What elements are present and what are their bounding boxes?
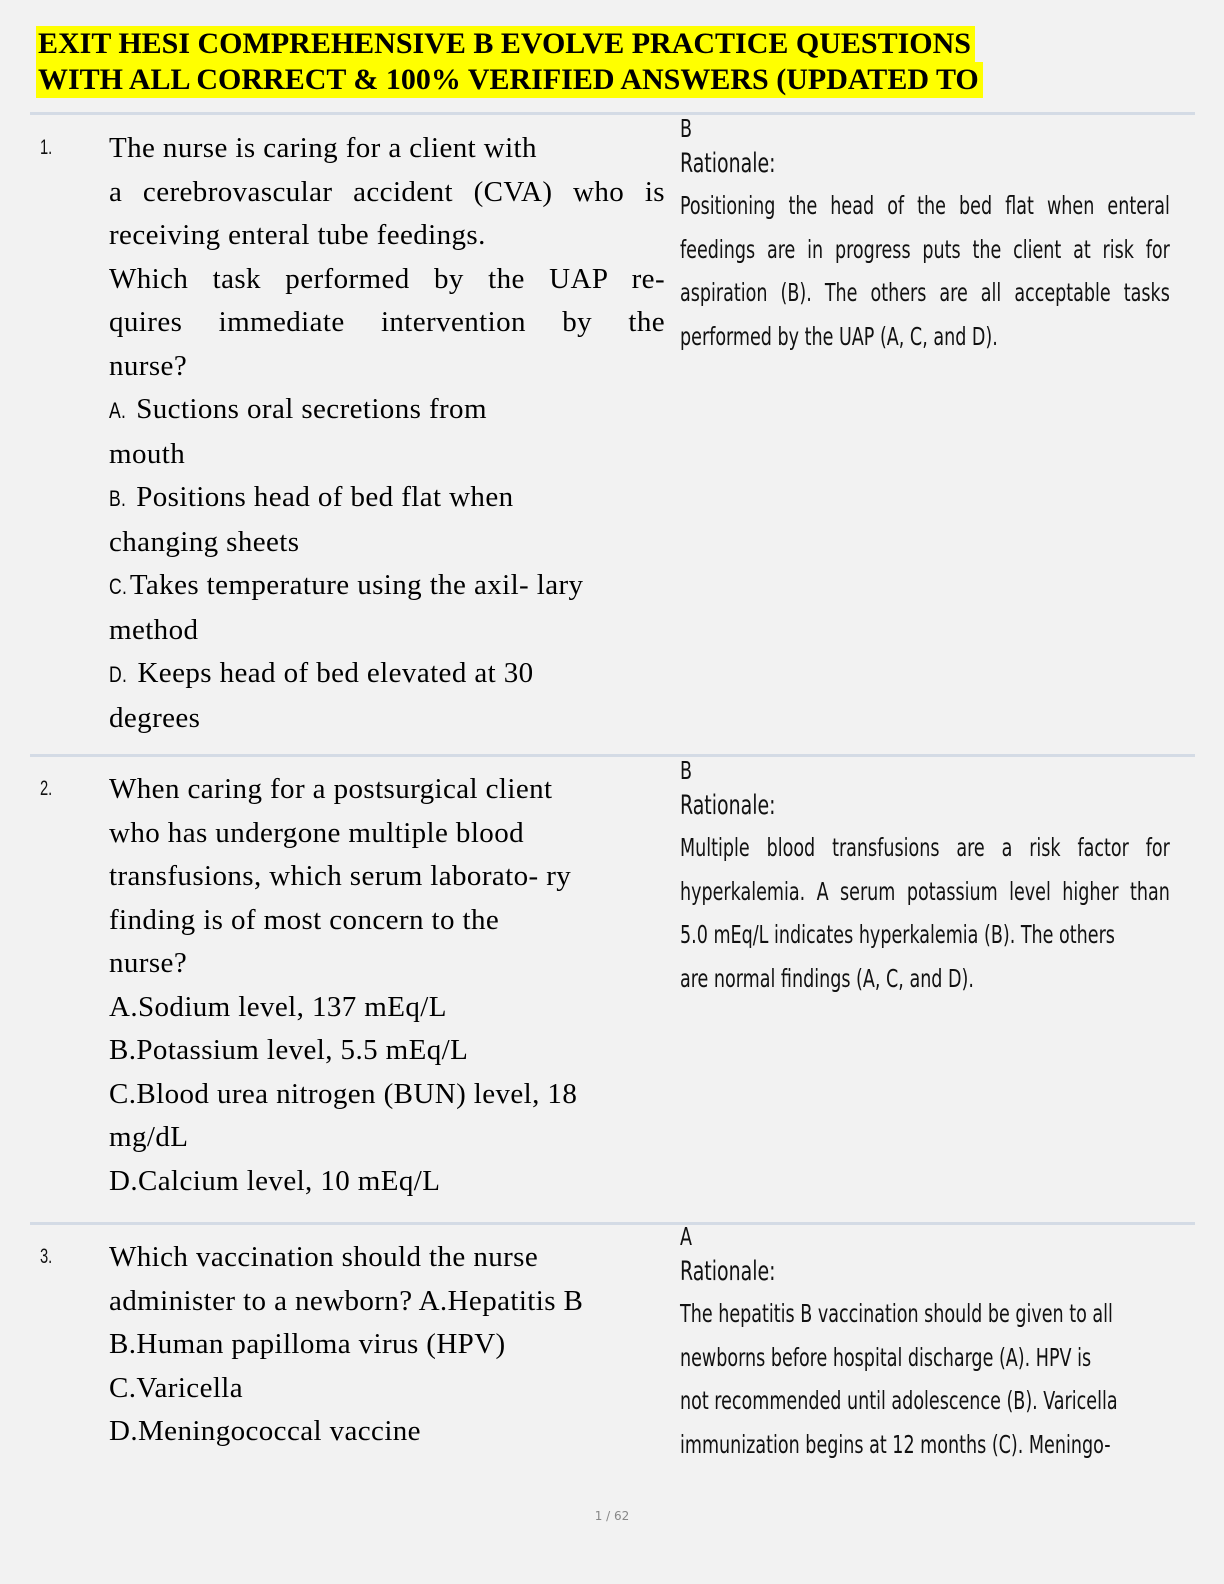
answer-panel — [680, 114, 1170, 358]
answer-panel — [680, 756, 1170, 1000]
option-text: mouth — [109, 437, 186, 470]
option-a: A.Sodium level, 137 mEq/L — [109, 990, 447, 1023]
rationale-line: The hepatitis B vaccination should be given to all — [680, 1299, 1113, 1328]
answer-key: B — [680, 756, 693, 785]
stem-line: who has undergone multiple blood — [109, 816, 524, 849]
option-c — [109, 564, 665, 609]
title-line-1: EXIT HESI COMPREHENSIVE B EVOLVE PRACTICE QUESTIONS — [36, 26, 975, 62]
option-text: method — [109, 613, 199, 646]
rationale-line: hyperkalemia. A serum potassium level higher than — [680, 876, 1170, 906]
stem-line: Which vaccination should the nurse — [109, 1241, 539, 1273]
rationale-line: are normal findings (A, C, and D). — [680, 963, 974, 993]
rationale-text — [680, 826, 1170, 1000]
option-text: Suctions oral secretions from — [136, 393, 487, 425]
option-d — [109, 652, 665, 697]
stem-line: The nurse is caring for a client with — [109, 132, 537, 164]
rationale-label: Rationale: — [680, 1256, 776, 1287]
document-title — [36, 26, 1056, 98]
option-text: changing sheets — [109, 525, 300, 558]
option-text: degrees — [109, 701, 201, 734]
option-text: Keeps head of bed elevated at 30 — [137, 657, 534, 689]
rationale-line: feedings are in progress puts the client at risk for — [680, 234, 1170, 264]
option-b — [109, 476, 665, 521]
page-indicator: 1 / 62 — [594, 1509, 630, 1523]
stem-line: quires immediate intervention by the — [109, 306, 665, 338]
rationale-label: Rationale: — [680, 790, 776, 821]
rationale-line: aspiration (B). The others are all acceptable tasks — [680, 278, 1170, 307]
stem-line: nurse? — [109, 349, 188, 382]
question-number: 2. — [40, 777, 53, 800]
option-text: Positions head of bed flat when — [136, 481, 514, 513]
title-line-2: WITH ALL CORRECT & 100% VERIFIED ANSWERS (UPDATED TO — [36, 62, 983, 98]
option-c: C.Blood urea nitrogen (BUN) level, 18 — [109, 1077, 578, 1110]
rationale-line: Positioning the head of the bed flat when enteral — [680, 191, 1170, 220]
option-b: B.Potassium level, 5.5 mEq/L — [109, 1034, 469, 1066]
stem-line: receiving enteral tube feedings. — [109, 219, 486, 251]
stem-line: Which task performed by the UAP re- — [109, 262, 665, 295]
stem-line: a cerebrovascular accident (CVA) who is — [109, 175, 665, 208]
rationale-line: immunization begins at 12 months (C). Meningo- — [680, 1429, 1111, 1459]
answer-panel — [680, 1222, 1170, 1466]
rationale-line: 5.0 mEq/L indicates hyperkalemia (B). The others — [680, 920, 1115, 949]
option-letter: B. — [109, 486, 127, 511]
question-number: 3. — [40, 1245, 53, 1268]
question-stem — [109, 127, 665, 740]
answer-key: B — [680, 114, 693, 143]
question-stem — [109, 1236, 665, 1454]
option-text: mg/dL — [109, 1121, 189, 1153]
question-number: 1. — [40, 136, 53, 159]
option-letter: C. — [109, 574, 128, 599]
option-c: C.Varicella — [109, 1371, 244, 1404]
option-text: Takes temperature using the axil- lary — [129, 569, 584, 601]
stem-line: nurse? — [109, 947, 188, 979]
rationale-line: not recommended until adolescence (B). Varicella — [680, 1386, 1118, 1415]
option-d: D.Calcium level, 10 mEq/L — [109, 1164, 441, 1197]
rationale-line: performed by the UAP (A, C, and D). — [680, 321, 998, 351]
question-stem — [109, 768, 665, 1203]
option-letter: D. — [109, 662, 128, 687]
stem-line: administer to a newborn? A.Hepatitis B — [109, 1284, 584, 1317]
rationale-line: Multiple blood transfusions are a risk factor for — [680, 833, 1170, 862]
option-letter: A. — [109, 398, 127, 423]
rationale-label: Rationale: — [680, 148, 776, 179]
rationale-line: newborns before hospital discharge (A). HPV is — [680, 1342, 1092, 1372]
option-b: B.Human papilloma virus (HPV) — [109, 1328, 506, 1360]
answer-key: A — [680, 1222, 693, 1251]
rationale-text — [680, 1292, 1170, 1466]
option-a — [109, 388, 665, 433]
option-d: D.Meningococcal vaccine — [109, 1415, 421, 1447]
rationale-text — [680, 184, 1170, 358]
stem-line: transfusions, which serum laborato- ry — [109, 860, 572, 892]
stem-line: When caring for a postsurgical client — [109, 773, 553, 805]
stem-line: finding is of most concern to the — [109, 903, 500, 936]
